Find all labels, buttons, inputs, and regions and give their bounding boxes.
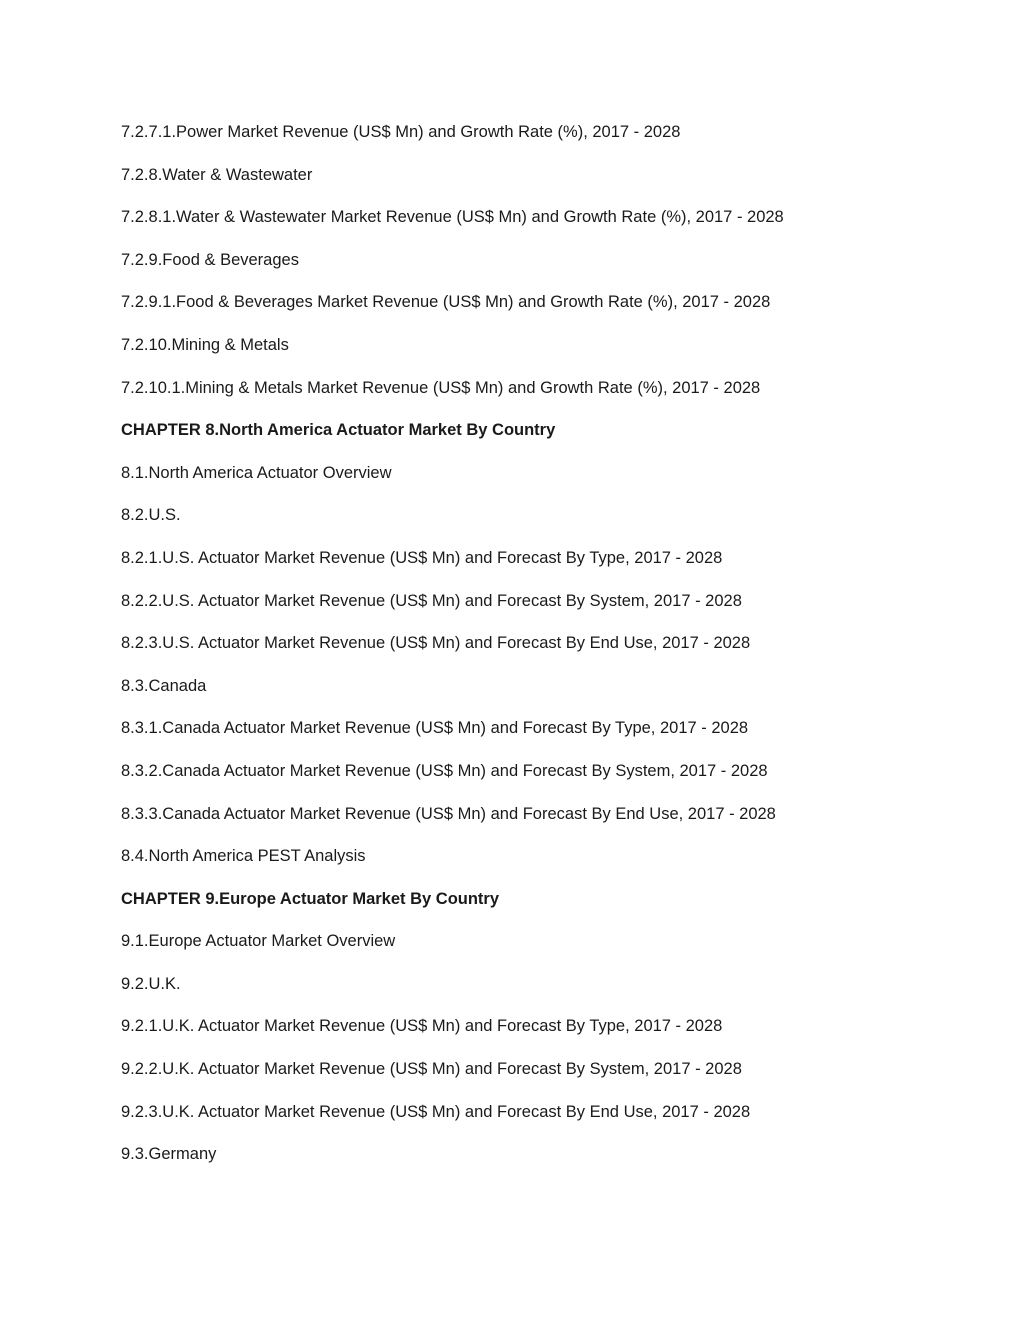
toc-entry: 8.4.North America PEST Analysis [121,847,366,866]
toc-chapter-heading: CHAPTER 8.North America Actuator Market By Country [121,421,556,440]
toc-entry: 8.3.2.Canada Actuator Market Revenue (US$ Mn) and Forecast By System, 2017 - 2028 [121,761,768,780]
toc-entry: 8.3.1.Canada Actuator Market Revenue (US$ Mn) and Forecast By Type, 2017 - 2028 [121,719,749,738]
toc-entry: 8.2.1.U.S. Actuator Market Revenue (US$ Mn) and Forecast By Type, 2017 - 2028 [121,548,723,567]
toc-entry: 7.2.7.1.Power Market Revenue (US$ Mn) and Growth Rate (%), 2017 - 2028 [121,123,681,141]
toc-entry: 9.1.Europe Actuator Market Overview [121,932,396,951]
toc-entry: 7.2.8.Water & Wastewater [121,165,313,184]
toc-entry: 9.2.2.U.K. Actuator Market Revenue (US$ Mn) and Forecast By System, 2017 - 2028 [121,1060,742,1079]
toc-entry: 8.1.North America Actuator Overview [121,463,392,482]
toc-entry: 7.2.10.1.Mining & Metals Market Revenue (US$ Mn) and Growth Rate (%), 2017 - 2028 [121,378,761,397]
toc-entry: 7.2.10.Mining & Metals [121,335,289,354]
toc-entry: 9.2.1.U.K. Actuator Market Revenue (US$ Mn) and Forecast By Type, 2017 - 2028 [121,1017,723,1036]
toc-entry: 8.2.2.U.S. Actuator Market Revenue (US$ Mn) and Forecast By System, 2017 - 2028 [121,591,742,610]
toc-entry: 9.2.U.K. [121,974,181,993]
toc-entry: 8.3.Canada [121,676,207,695]
toc-entry: 7.2.9.Food & Beverages [121,250,299,269]
toc-entry: 7.2.9.1.Food & Beverages Market Revenue (US$ Mn) and Growth Rate (%), 2017 - 2028 [121,293,771,312]
toc-entry: 7.2.8.1.Water & Wastewater Market Revenue (US$ Mn) and Growth Rate (%), 2017 - 2028 [121,208,784,227]
table-of-contents [121,119,981,1184]
toc-entry: 9.3.Germany [121,1145,217,1164]
toc-entry: 9.2.3.U.K. Actuator Market Revenue (US$ Mn) and Forecast By End Use, 2017 - 2028 [121,1102,751,1121]
toc-entry: 8.3.3.Canada Actuator Market Revenue (US$ Mn) and Forecast By End Use, 2017 - 2028 [121,804,776,823]
toc-entry: 8.2.U.S. [121,506,181,525]
toc-chapter-heading: CHAPTER 9.Europe Actuator Market By Country [121,889,500,908]
toc-entry: 8.2.3.U.S. Actuator Market Revenue (US$ Mn) and Forecast By End Use, 2017 - 2028 [121,634,751,653]
